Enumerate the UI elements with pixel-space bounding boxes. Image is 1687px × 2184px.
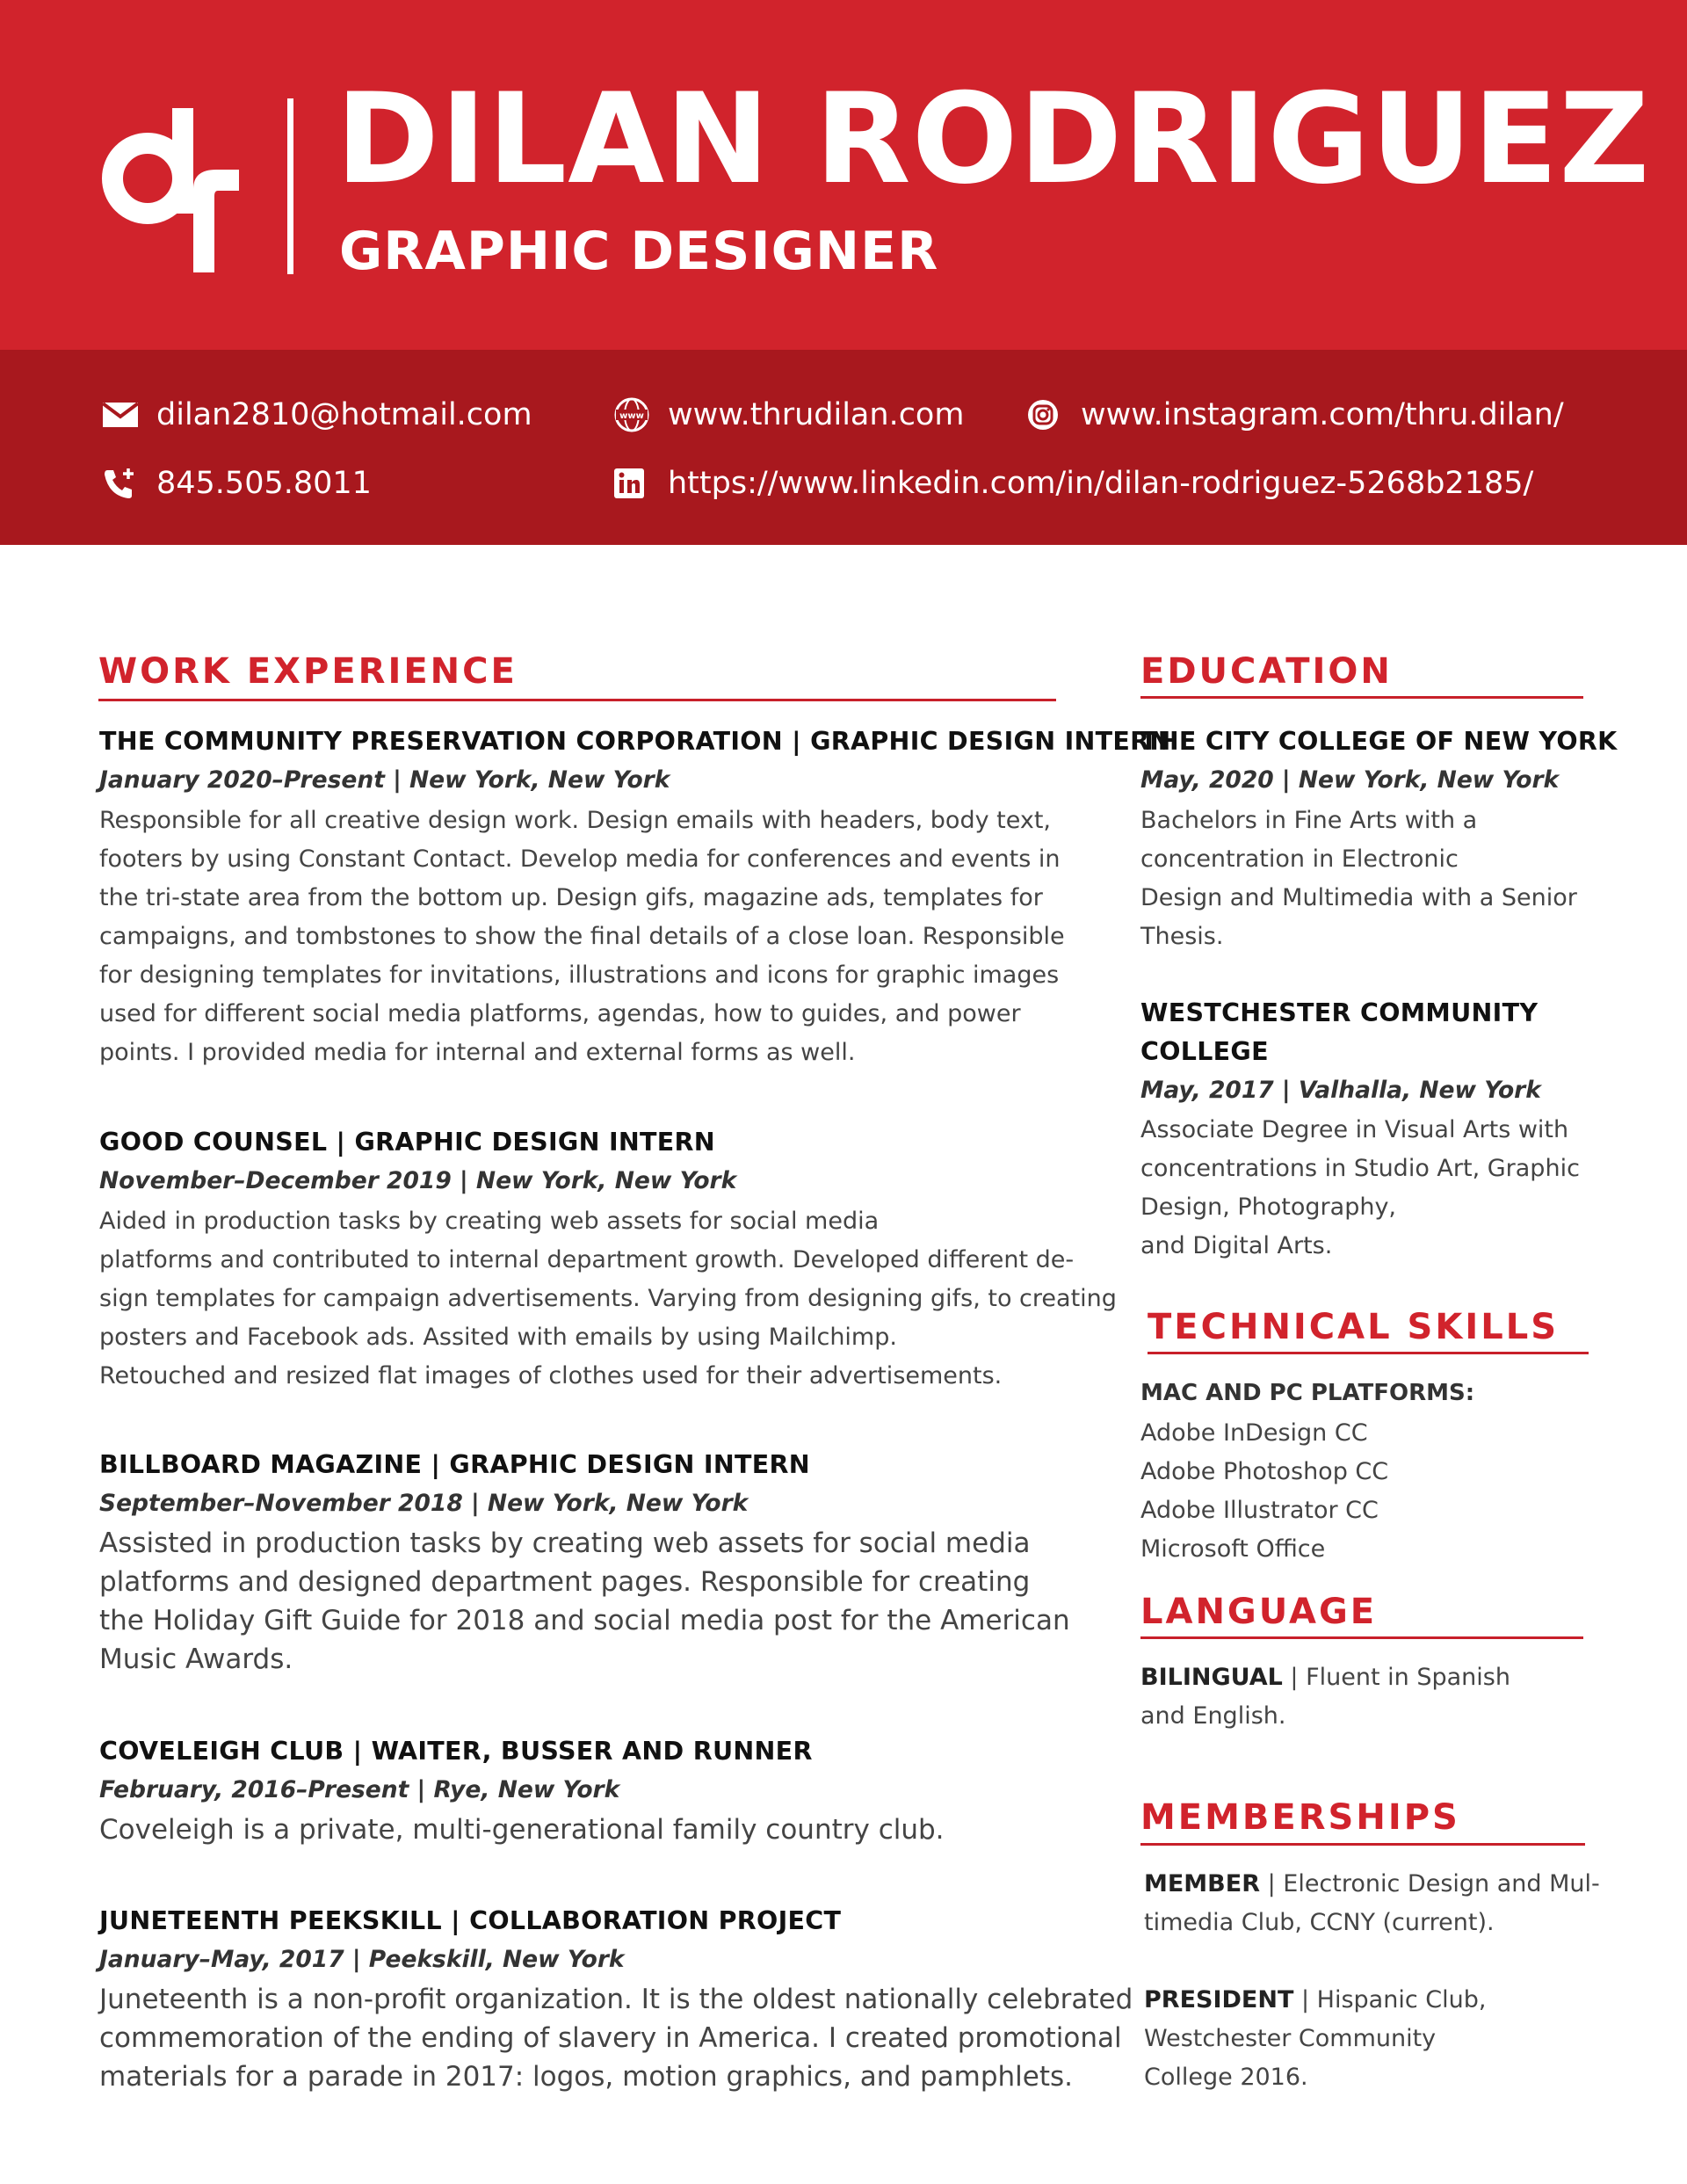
job-date-1: January 2020–Present | New York, New York <box>99 766 670 794</box>
job-date-4: February, 2016–Present | Rye, New York <box>99 1776 620 1803</box>
job-title-5: JUNETEENTH PEEKSKILL | COLLABORATION PROJECT <box>99 1906 842 1935</box>
website-text: www.thrudilan.com <box>668 397 965 432</box>
dr-logo <box>102 92 260 277</box>
job-title-2: GOOD COUNSEL | GRAPHIC DESIGN INTERN <box>99 1128 715 1157</box>
school-name-2-line-2: COLLEGE <box>1140 1037 1269 1066</box>
job-date-3: September–November 2018 | New York, New York <box>99 1490 749 1517</box>
contact-linkedin[interactable] <box>613 464 1533 503</box>
language-heading: LANGUAGE <box>1140 1592 1378 1632</box>
globe-icon <box>613 395 657 434</box>
mail-icon <box>102 395 146 434</box>
job-title-1: THE COMMUNITY PRESERVATION CORPORATION | GRAPHIC DESIGN INTERN <box>99 727 1171 756</box>
contact-instagram[interactable] <box>1026 395 1564 434</box>
school-date-1: May, 2020 | New York, New York <box>1140 766 1560 794</box>
job-date-5: January–May, 2017 | Peekskill, New York <box>99 1946 625 1973</box>
person-name: DILAN RODRIGUEZ <box>336 67 1651 212</box>
contact-bar <box>0 350 1687 545</box>
skill-item: Adobe InDesign CC <box>1140 1419 1368 1447</box>
work-experience-rule <box>98 699 1056 701</box>
work-experience-heading: WORK EXPERIENCE <box>98 651 518 692</box>
skills-list <box>1140 1414 1388 1569</box>
membership-member: MEMBER | Electronic Design and Mul- timedia Club, CCNY (current). <box>1144 1870 1600 1936</box>
memberships-rule <box>1140 1843 1585 1846</box>
bilingual-label: BILINGUAL <box>1140 1664 1283 1691</box>
phone-icon <box>102 464 146 503</box>
job-date-2: November–December 2019 | New York, New York <box>99 1167 737 1194</box>
job-title-3: BILLBOARD MAGAZINE | GRAPHIC DESIGN INTERN <box>99 1450 810 1479</box>
contact-website[interactable] <box>613 395 964 434</box>
education-heading: EDUCATION <box>1140 651 1393 692</box>
phone-text: 845.505.8011 <box>156 466 372 501</box>
education-rule <box>1140 696 1583 699</box>
school-description-2: Associate Degree in Visual Arts with concentrations in Studio Art, Graphic Design, Photography, and Digital Arts. <box>1140 1116 1580 1259</box>
header-banner <box>0 0 1687 350</box>
technical-skills-heading: TECHNICAL SKILLS <box>1148 1307 1559 1347</box>
linkedin-icon <box>613 464 657 503</box>
president-label: PRESIDENT <box>1144 1986 1294 2013</box>
school-name-1: THE CITY COLLEGE OF NEW YORK <box>1140 727 1618 756</box>
linkedin-text: https://www.linkedin.com/in/dilan-rodriguez-5268b2185/ <box>668 466 1534 501</box>
skill-item: Microsoft Office <box>1140 1535 1326 1563</box>
memberships-heading: MEMBERSHIPS <box>1140 1797 1460 1838</box>
job-description-4: Coveleigh is a private, multi-generational family country club. <box>99 1814 945 1846</box>
job-title: GRAPHIC DESIGNER <box>339 221 939 282</box>
language-rule <box>1140 1636 1583 1639</box>
member-label: MEMBER <box>1144 1870 1260 1897</box>
language-text: BILINGUAL | Fluent in Spanish and English. <box>1140 1664 1510 1730</box>
header-divider <box>287 98 293 274</box>
platforms-label: MAC AND PC PLATFORMS: <box>1140 1380 1475 1406</box>
technical-skills-rule <box>1148 1352 1589 1354</box>
instagram-text: www.instagram.com/thru.dilan/ <box>1081 397 1564 432</box>
email-text: dilan2810@hotmail.com <box>156 397 532 432</box>
job-description-2: Aided in production tasks by creating web assets for social media platforms and contributed to internal department growth. Developed different de- sign templates for campaign advertisements. Varying from designing gifs, to creating posters and Facebook ads. Assited with emails by using Mailchimp. Retouched and resized flat images of clothes used for their advertisements. <box>99 1208 1117 1389</box>
job-description-5: Juneteenth is a non-profit organization. It is the oldest nationally celebrated commemoration of the ending of slavery in America. I created promotional materials for a parade in 2017: logos, motion graphics, and pamphlets. <box>99 1984 1133 2093</box>
membership-president: PRESIDENT | Hispanic Club, Westchester Community College 2016. <box>1144 1986 1487 2091</box>
job-description-1: Responsible for all creative design work. Design emails with headers, body text, footers by using Constant Contact. Develop media for conferences and events in the tri-state area from the bottom up. Design gifs, magazine ads, templates for campaigns, and tombstones to show the final details of a close loan. Responsible for designing templates for invitations, illustrations and icons for graphic images used for different social media platforms, agendas, how to guides, and power points. I provided media for internal and external forms as well. <box>99 807 1065 1066</box>
skill-item: Adobe Photoshop CC <box>1140 1458 1389 1485</box>
contact-email[interactable] <box>102 395 532 434</box>
school-name-2-line-1: WESTCHESTER COMMUNITY <box>1140 998 1539 1027</box>
skill-item: Adobe Illustrator CC <box>1140 1497 1379 1524</box>
instagram-icon <box>1026 395 1070 434</box>
school-description-1: Bachelors in Fine Arts with a concentration in Electronic Design and Multimedia with a Senior Thesis. <box>1140 807 1577 950</box>
job-description-3: Assisted in production tasks by creating web assets for social media platforms and designed department pages. Responsible for creating the Holiday Gift Guide for 2018 and social media post for the American Music Awards. <box>99 1527 1070 1675</box>
school-date-2: May, 2017 | Valhalla, New York <box>1140 1077 1541 1104</box>
job-title-4: COVELEIGH CLUB | WAITER, BUSSER AND RUNNER <box>99 1737 813 1766</box>
svg-text:www: www <box>619 411 644 421</box>
contact-phone[interactable] <box>102 464 372 503</box>
